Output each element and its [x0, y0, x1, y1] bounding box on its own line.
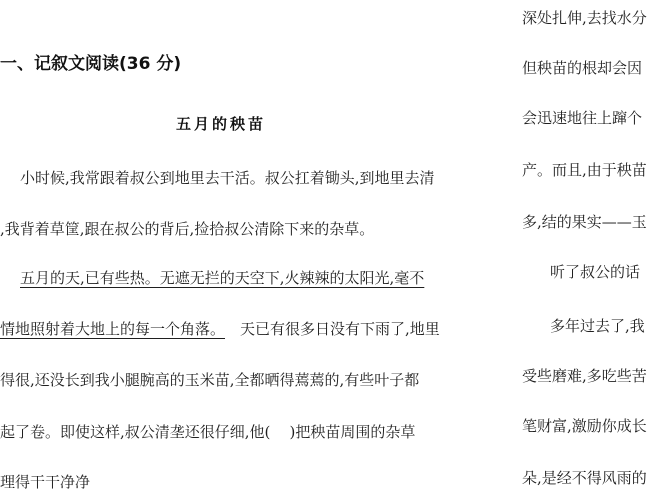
paragraph-line: 受些磨难,多吃些苦	[522, 367, 647, 385]
paragraph-line: 多,结的果实——玉	[522, 213, 647, 231]
paragraph-line: 小时候,我常跟着叔公到地里去干活。叔公扛着锄头,到地里去清	[20, 169, 435, 187]
section-heading: 一、记叙文阅读(36 分)	[0, 54, 182, 74]
paragraph-line: 深处扎伸,去找水分	[522, 9, 647, 27]
underlined-sentence-line: 五月的天,已有些热。无遮无拦的天空下,火辣辣的太阳光,毫不	[20, 269, 425, 287]
paragraph-line: ,我背着草筐,跟在叔公的背后,捡拾叔公清除下来的杂草。	[0, 220, 375, 238]
underlined-sentence-line: 情地照射着大地上的每一个角落。	[0, 320, 226, 338]
paragraph-line: 起了卷。即使这样,叔公清垄还很仔细,他( )把秧苗周围的杂草	[0, 423, 416, 441]
paragraph-line: 朵,是经不得风雨的	[522, 469, 647, 487]
right-page-column	[498, 0, 647, 487]
paragraph-line: 会迅速地往上蹿个	[522, 109, 643, 127]
article-title: 五月的秧苗	[176, 115, 267, 133]
paragraph-line: 听了叔公的话	[550, 263, 641, 281]
paragraph-line: 理得干干净净	[0, 473, 91, 491]
paragraph-line: 产。而且,由于秧苗	[522, 161, 647, 179]
paragraph-line: 多年过去了,我	[550, 317, 645, 335]
paragraph-line: 笔财富,激励你成长	[522, 417, 647, 435]
paragraph-line: 但秧苗的根却会因	[522, 59, 643, 77]
paragraph-line: 得很,还没长到我小腿腕高的玉米苗,全都晒得蔫蔫的,有些叶子都	[0, 371, 420, 389]
paragraph-line: 天已有很多日没有下雨了,地里	[240, 320, 440, 338]
